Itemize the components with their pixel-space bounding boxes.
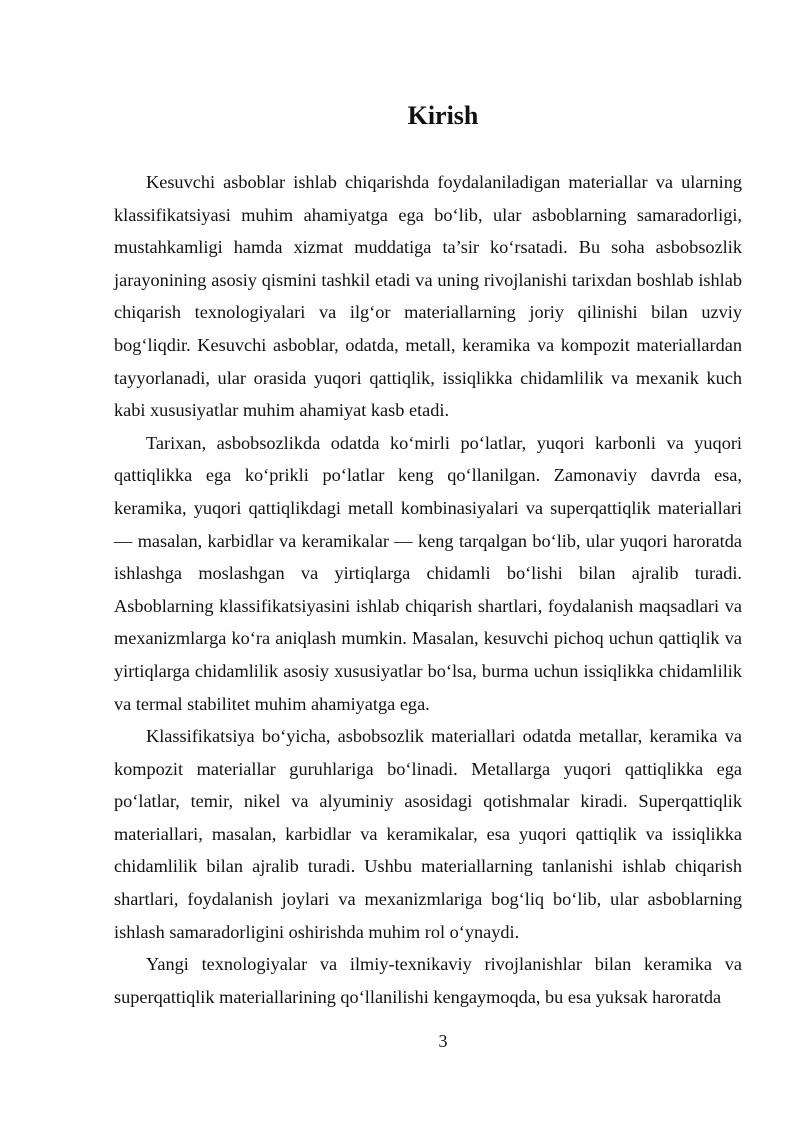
paragraph-1: Kesuvchi asboblar ishlab chiqarishda foydalaniladigan materiallar va ularning klassifikatsiyasi muhim ahamiyatga ega bo‘lib, ular asboblarning samaradorligi, mustahkamligi hamda xizmat muddatiga ta’sir ko‘rsatadi. Bu soha asbobsozlik jarayonining asosiy qismini tashkil etadi va uning rivojlanishi tarixdan boshlab ishlab chiqarish texnologiyalari va ilg‘or materiallarning joriy qilinishi bilan uzviy bog‘liqdir. Kesuvchi asboblar, odatda, metall, keramika va kompozit materiallardan tayyorlanadi, ular orasida yuqori qattiqlik, issiqlikka chidamlilik va mexanik kuch kabi xususiyatlar muhim ahamiyat kasb etadi. — [114, 172, 742, 421]
page-title: Kirish — [407, 101, 479, 130]
body-text — [114, 166, 742, 1013]
page-number: 3 — [438, 1031, 448, 1051]
paragraph-4: Yangi texnologiyalar va ilmiy-texnikaviy rivojlanishlar bilan keramika va superqattiqlik materiallarining qo‘llanilishi kengaymoqda, bu esa yuksak haroratda — [114, 954, 742, 1007]
paragraph-2: Tarixan, asbobsozlikda odatda ko‘mirli po‘latlar, yuqori karbonli va yuqori qattiqlikka ega ko‘prikli po‘latlar keng qo‘llanilgan. Zamonaviy davrda esa, keramika, yuqori qattiqlikdagi metall kombinasiyalari va superqattiqlik materiallari — masalan, karbidlar va keramikalar — keng tarqalgan bo‘lib, ular yuqori haroratda ishlashga moslashgan va yirtiqlarga chidamli bo‘lishi bilan ajralib turadi. Asboblarning klassifikatsiyasini ishlab chiqarish shartlari, foydalanish maqsadlari va mexanizmlarga ko‘ra aniqlash mumkin. Masalan, kesuvchi pichoq uchun qattiqlik va yirtiqlarga chidamlilik asosiy xususiyatlar bo‘lsa, burma uchun issiqlikka chidamlilik va termal stabilitet muhim ahamiyatga ega. — [114, 432, 742, 714]
paragraph-3: Klassifikatsiya bo‘yicha, asbobsozlik materiallari odatda metallar, keramika va kompozit materiallar guruhlariga bo‘linadi. Metallarga yuqori qattiqlikka ega po‘latlar, temir, nikel va alyuminiy asosidagi qotishmalar kiradi. Superqattiqlik materiallari, masalan, karbidlar va keramikalar, esa yuqori qattiqlik va issiqlikka chidamlilik bilan ajralib turadi. Ushbu materiallarning tanlanishi ishlab chiqarish shartlari, foydalanish joylari va mexanizmlariga bog‘liq bo‘lib, ular asboblarning ishlash samaradorligini oshirishda muhim rol o‘ynaydi. — [114, 726, 742, 942]
